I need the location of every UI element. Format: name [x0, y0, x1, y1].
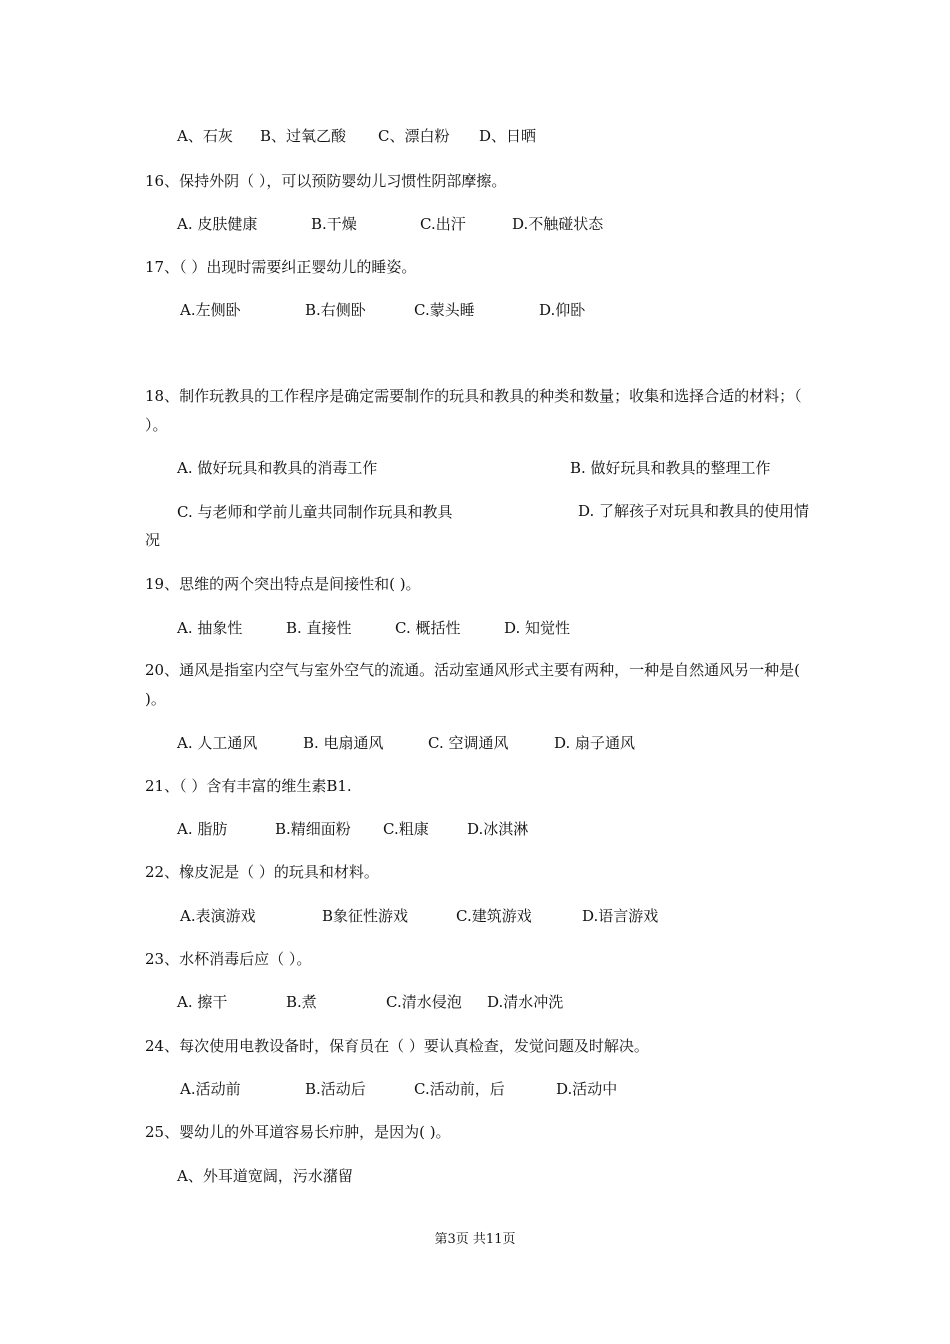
q20-stem: 20、通风是指室内空气与室外空气的流通。活动室通风形式主要有两种，一种是自然通风另一种是( )。: [145, 661, 800, 708]
q17-option-d: D.仰卧: [539, 301, 586, 319]
q20-options: [177, 735, 847, 751]
q23-options: [177, 994, 847, 1010]
q22-option-a: A.表演游戏: [180, 907, 256, 925]
q16-option-b: B.干燥: [311, 215, 357, 233]
q23-option-d: D.清水冲洗: [487, 993, 564, 1011]
q15-option-a: A、石灰: [177, 127, 233, 145]
q22-option-c: C.建筑游戏: [456, 907, 532, 925]
q22-option-b: B象征性游戏: [322, 907, 409, 925]
q24-option-b: B.活动后: [305, 1080, 366, 1098]
q25-option-a: A、外耳道宽阔，污水潴留: [177, 1167, 353, 1185]
q24-option-a: A.活动前: [180, 1080, 241, 1098]
q21-option-d: D.冰淇淋: [467, 820, 529, 838]
q23-option-a: A. 擦干: [177, 993, 228, 1011]
q20-option-c: C. 空调通风: [428, 734, 509, 752]
q20-option-a: A. 人工通风: [177, 734, 258, 752]
page-footer: 第3页 共11页: [434, 1232, 516, 1247]
q23-option-c: C.清水侵泡: [386, 993, 462, 1011]
q16-option-c: C.出汗: [420, 215, 466, 233]
q19-option-c: C. 概括性: [395, 619, 461, 637]
q21-option-b: B.精细面粉: [275, 820, 351, 838]
q23-option-b: B.煮: [286, 993, 317, 1011]
q17-option-a: A.左侧卧: [180, 301, 241, 319]
q18-option-b: B. 做好玩具和教具的整理工作: [570, 459, 771, 477]
q21-stem: 21、（ ）含有丰富的维生素B1.: [145, 777, 352, 795]
q22-options: [180, 908, 850, 924]
q19-stem: 19、思维的两个突出特点是间接性和( )。: [145, 575, 421, 593]
q24-option-c: C.活动前，后: [414, 1080, 505, 1098]
q19-option-a: A. 抽象性: [177, 619, 243, 637]
q17-options: [180, 302, 850, 318]
q15-option-b: B、过氧乙酸: [260, 127, 347, 145]
q20-option-d: D. 扇子通风: [554, 734, 636, 752]
q16-stem: 16、保持外阴（ ），可以预防婴幼儿习惯性阴部摩擦。: [145, 172, 507, 190]
q24-stem: 24、每次使用电教设备时，保育员在（ ）要认真检查，发觉问题及时解决。: [145, 1037, 649, 1055]
q22-option-d: D.语言游戏: [582, 907, 659, 925]
q15-option-d: D、日晒: [479, 127, 537, 145]
q22-stem: 22、橡皮泥是（ ）的玩具和材料。: [145, 863, 379, 881]
q19-option-d: D. 知觉性: [504, 619, 571, 637]
q19-options: [177, 620, 847, 636]
q18-option-c: C. 与老师和学前儿童共同制作玩具和教具: [177, 503, 453, 521]
q15-option-c: C、漂白粉: [378, 127, 450, 145]
q17-stem: 17、（ ）出现时需要纠正婴幼儿的睡姿。: [145, 258, 417, 276]
q20-option-b: B. 电扇通风: [303, 734, 384, 752]
q16-options: [177, 216, 847, 232]
q18-option-d: D. 了解孩子对玩具和教具的使用情况: [145, 502, 810, 549]
q25-stem: 25、婴幼儿的外耳道容易长疖肿，是因为( )。: [145, 1123, 451, 1141]
q24-options: [180, 1081, 850, 1097]
q24-option-d: D.活动中: [556, 1080, 618, 1098]
q19-option-b: B. 直接性: [286, 619, 352, 637]
q17-option-c: C.蒙头睡: [414, 301, 475, 319]
q15-options: [177, 128, 847, 144]
q21-option-c: C.粗康: [383, 820, 429, 838]
q18-stem: 18、制作玩教具的工作程序是确定需要制作的玩具和教具的种类和数量；收集和选择合适的材料；（ ）。: [145, 387, 802, 434]
q21-options: [177, 821, 847, 837]
q23-stem: 23、水杯消毒后应（ ）。: [145, 950, 312, 968]
q17-option-b: B.右侧卧: [305, 301, 366, 319]
q18-option-a: A. 做好玩具和教具的消毒工作: [177, 459, 378, 477]
q21-option-a: A. 脂肪: [177, 820, 228, 838]
q16-option-d: D.不触碰状态: [512, 215, 604, 233]
q16-option-a: A. 皮肤健康: [177, 215, 258, 233]
